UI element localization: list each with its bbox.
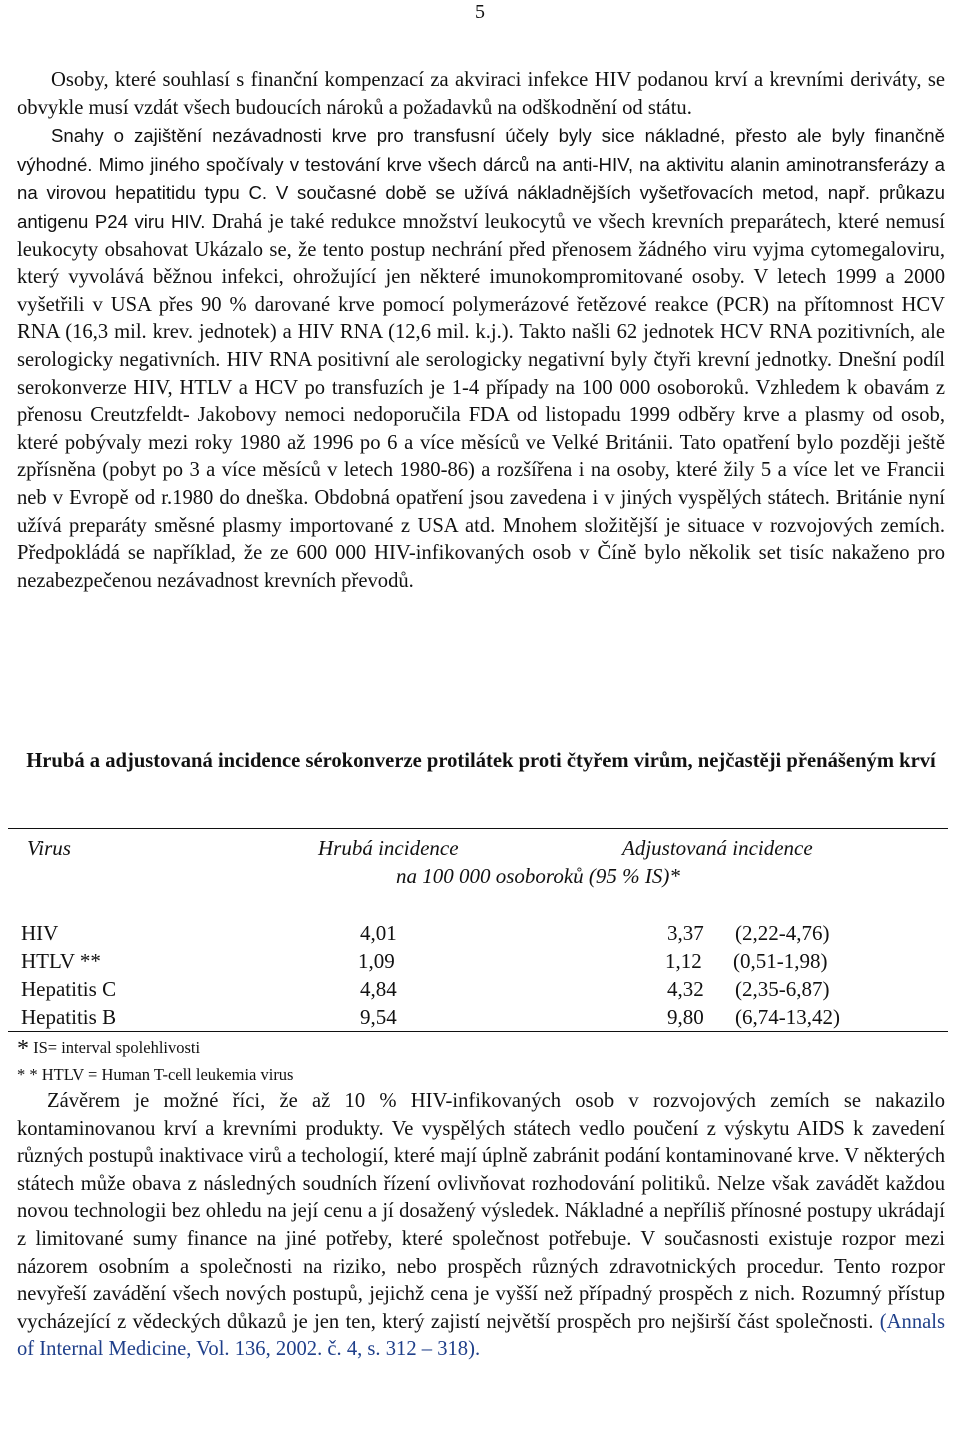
footnote-htlv: * * HTLV = Human T-cell leukemia virus: [17, 1065, 294, 1084]
cell-crude: 4,01: [360, 921, 397, 945]
page-number: 5: [475, 1, 485, 23]
cell-virus: Hepatitis C: [21, 977, 117, 1001]
cell-adjusted: 1,12: [665, 949, 702, 973]
table-row: [0, 919, 960, 947]
footnote-star: *: [17, 1036, 29, 1062]
citation: (Annals of Internal Medicine, Vol. 136, 2002. č. 4, s. 312 – 318).: [17, 1310, 945, 1361]
paragraph-intro-sentence-2: Snahy o zajištění nezávadnosti krve pro transfusní účely byly sice nákladné, přesto ale byly finančně výhodné.: [17, 125, 945, 175]
footnote-is: [17, 1036, 200, 1061]
cell-ci: (2,22-4,76): [735, 921, 830, 945]
cell-adjusted: 9,80: [667, 1005, 704, 1029]
cell-virus: HIV: [21, 921, 59, 945]
cell-adjusted: 4,32: [667, 977, 704, 1001]
cell-virus: HTLV **: [21, 949, 101, 973]
paragraph-intro: [17, 67, 945, 595]
table-top-rule: [8, 828, 948, 829]
header-unit: na 100 000 osoboroků (95 % IS)*: [396, 864, 680, 888]
paragraph-conclusion: [17, 1088, 945, 1364]
table-row: [0, 975, 960, 1003]
cell-virus: Hepatitis B: [21, 1005, 117, 1029]
paragraph-intro-sentence-3: Mimo jiného spočívaly v testování krve všech dárců na anti-HIV, na aktivitu alanin aminotransferázy a na virovou hepatitidu typu C. V současné době se užívá nákladnějších vyšetřovacích metod, např. průkazu antigenu P24 viru HIV.: [17, 153, 945, 232]
paragraph-intro-sentence-4: Drahá je také redukce množství leukocytů ve všech krevních preparátech, které nemusí leukocyty obsahovat Ukázalo se, že tento postup nechrání před přenosem žádného viru vyjma cytomegaloviru, který vyvolává běžnou infekci, ohrožující jen některé imunokompromitované osoby. V letech 1999 a 2000 vyšetřili v USA přes 90 % darované krve pomocí polymerázové řetězové reakce (PCR) na přítomnost HCV RNA (16,3 mil. krev. jednotek) a HIV RNA (12,6 mil. k.j.). Takto našli 62 jednotek HCV RNA pozitivních, ale serologicky negativních. HIV RNA positivní ale serologicky negativní byly čtyři krevní jednotky. Dnešní podíl serokonverze HIV, HTLV a HCV po transfuzích je 1-4 případy na 100 000 osoboroků. Vzhledem k obavám z přenosu Creutzfeldt- Jakobovy nemoci nedoporučila FDA od listopadu 1999 odběry krve a plasmy od osob, které pobývaly mezi roky 1980 až 1996 po 6 a více měsíců ve Velké Británii. Tato opatření bylo později ještě zpřísněna (pobyt po 3 a více měsíců v letech 1980-86) a rozšířena i na osoby, které žily 5 a více let ve Francii neb v Evropě od r.1980 do dneška. Obdobná opatření jsou zavedena i v jiných vyspělých státech. Británie nyní užívá preparáty směsné plasmy importované z USA atd. Mnohem složitější je situace v rozvojových zemích. Předpokládá se například, že ze 600 000 HIV-infikovaných osob v Číně bylo několik set tisíc nakaženo pro nezabezpečenou nezávadnost krevních převodů.: [17, 210, 946, 592]
cell-ci: (6,74-13,42): [735, 1005, 840, 1029]
paragraph-conclusion-text: Závěrem je možné říci, že až 10 % HIV-infikovaných osob v rozvojových zemích se nakazilo kontaminovanou krví a krevními produkty. Ve vyspělých státech vedlo poučení z výskytu AIDS k zavedení různých postupů inaktivace virů a techologií, které mají úplně zabránit podání kontaminované krve. V některých státech může obava z následných soudních řízení ovlivňovat rozhodování politiků. Nelze však zavádět každou novou technologii bez ohledu na její cenu a jí dosažený výsledek. Nákladné a nepříliš přínosné postupy ukrádají z limitované sumy finance na jiné potřeby, které společnost potřebuje. V současnosti existuje rozpor mezi názorem osobním a společnosti na riziko, nebo prospěch různých zdravotnických procedur. Tento rozpor nevyřeší zavádění všech nových postupů, jejichž cena je vyšší než případný prospěch z nich. Rozumný přístup vycházející z vědeckých důkazů je jen ten, který zajistí největší prospěch pro nejširší část společnosti.: [17, 1090, 945, 1333]
cell-crude: 1,09: [358, 949, 395, 973]
cell-ci: (0,51-1,98): [733, 949, 828, 973]
table-row: [0, 1003, 960, 1031]
table-bottom-rule: [8, 1031, 948, 1032]
cell-crude: 4,84: [360, 977, 397, 1001]
paragraph-intro-sentence-1: Osoby, které souhlasí s finanční kompenzací za akviraci infekce HIV podanou krví a krevními deriváty, se obvykle musí vzdát všech budoucích nároků a požadavků na odškodnění od státu.: [17, 69, 945, 119]
cell-crude: 9,54: [360, 1005, 397, 1029]
table-title: Hrubá a adjustovaná incidence sérokonverze protilátek proti čtyřem virům, nejčastěji přenášeným krví: [26, 750, 936, 772]
header-adjusted-incidence: Adjustovaná incidence: [622, 836, 813, 860]
cell-adjusted: 3,37: [667, 921, 704, 945]
header-crude-incidence: Hrubá incidence: [318, 836, 459, 860]
footnote-is-text: IS= interval spolehlivosti: [33, 1038, 201, 1057]
header-virus: Virus: [27, 836, 71, 860]
table-row: [0, 947, 960, 975]
cell-ci: (2,35-6,87): [735, 977, 830, 1001]
